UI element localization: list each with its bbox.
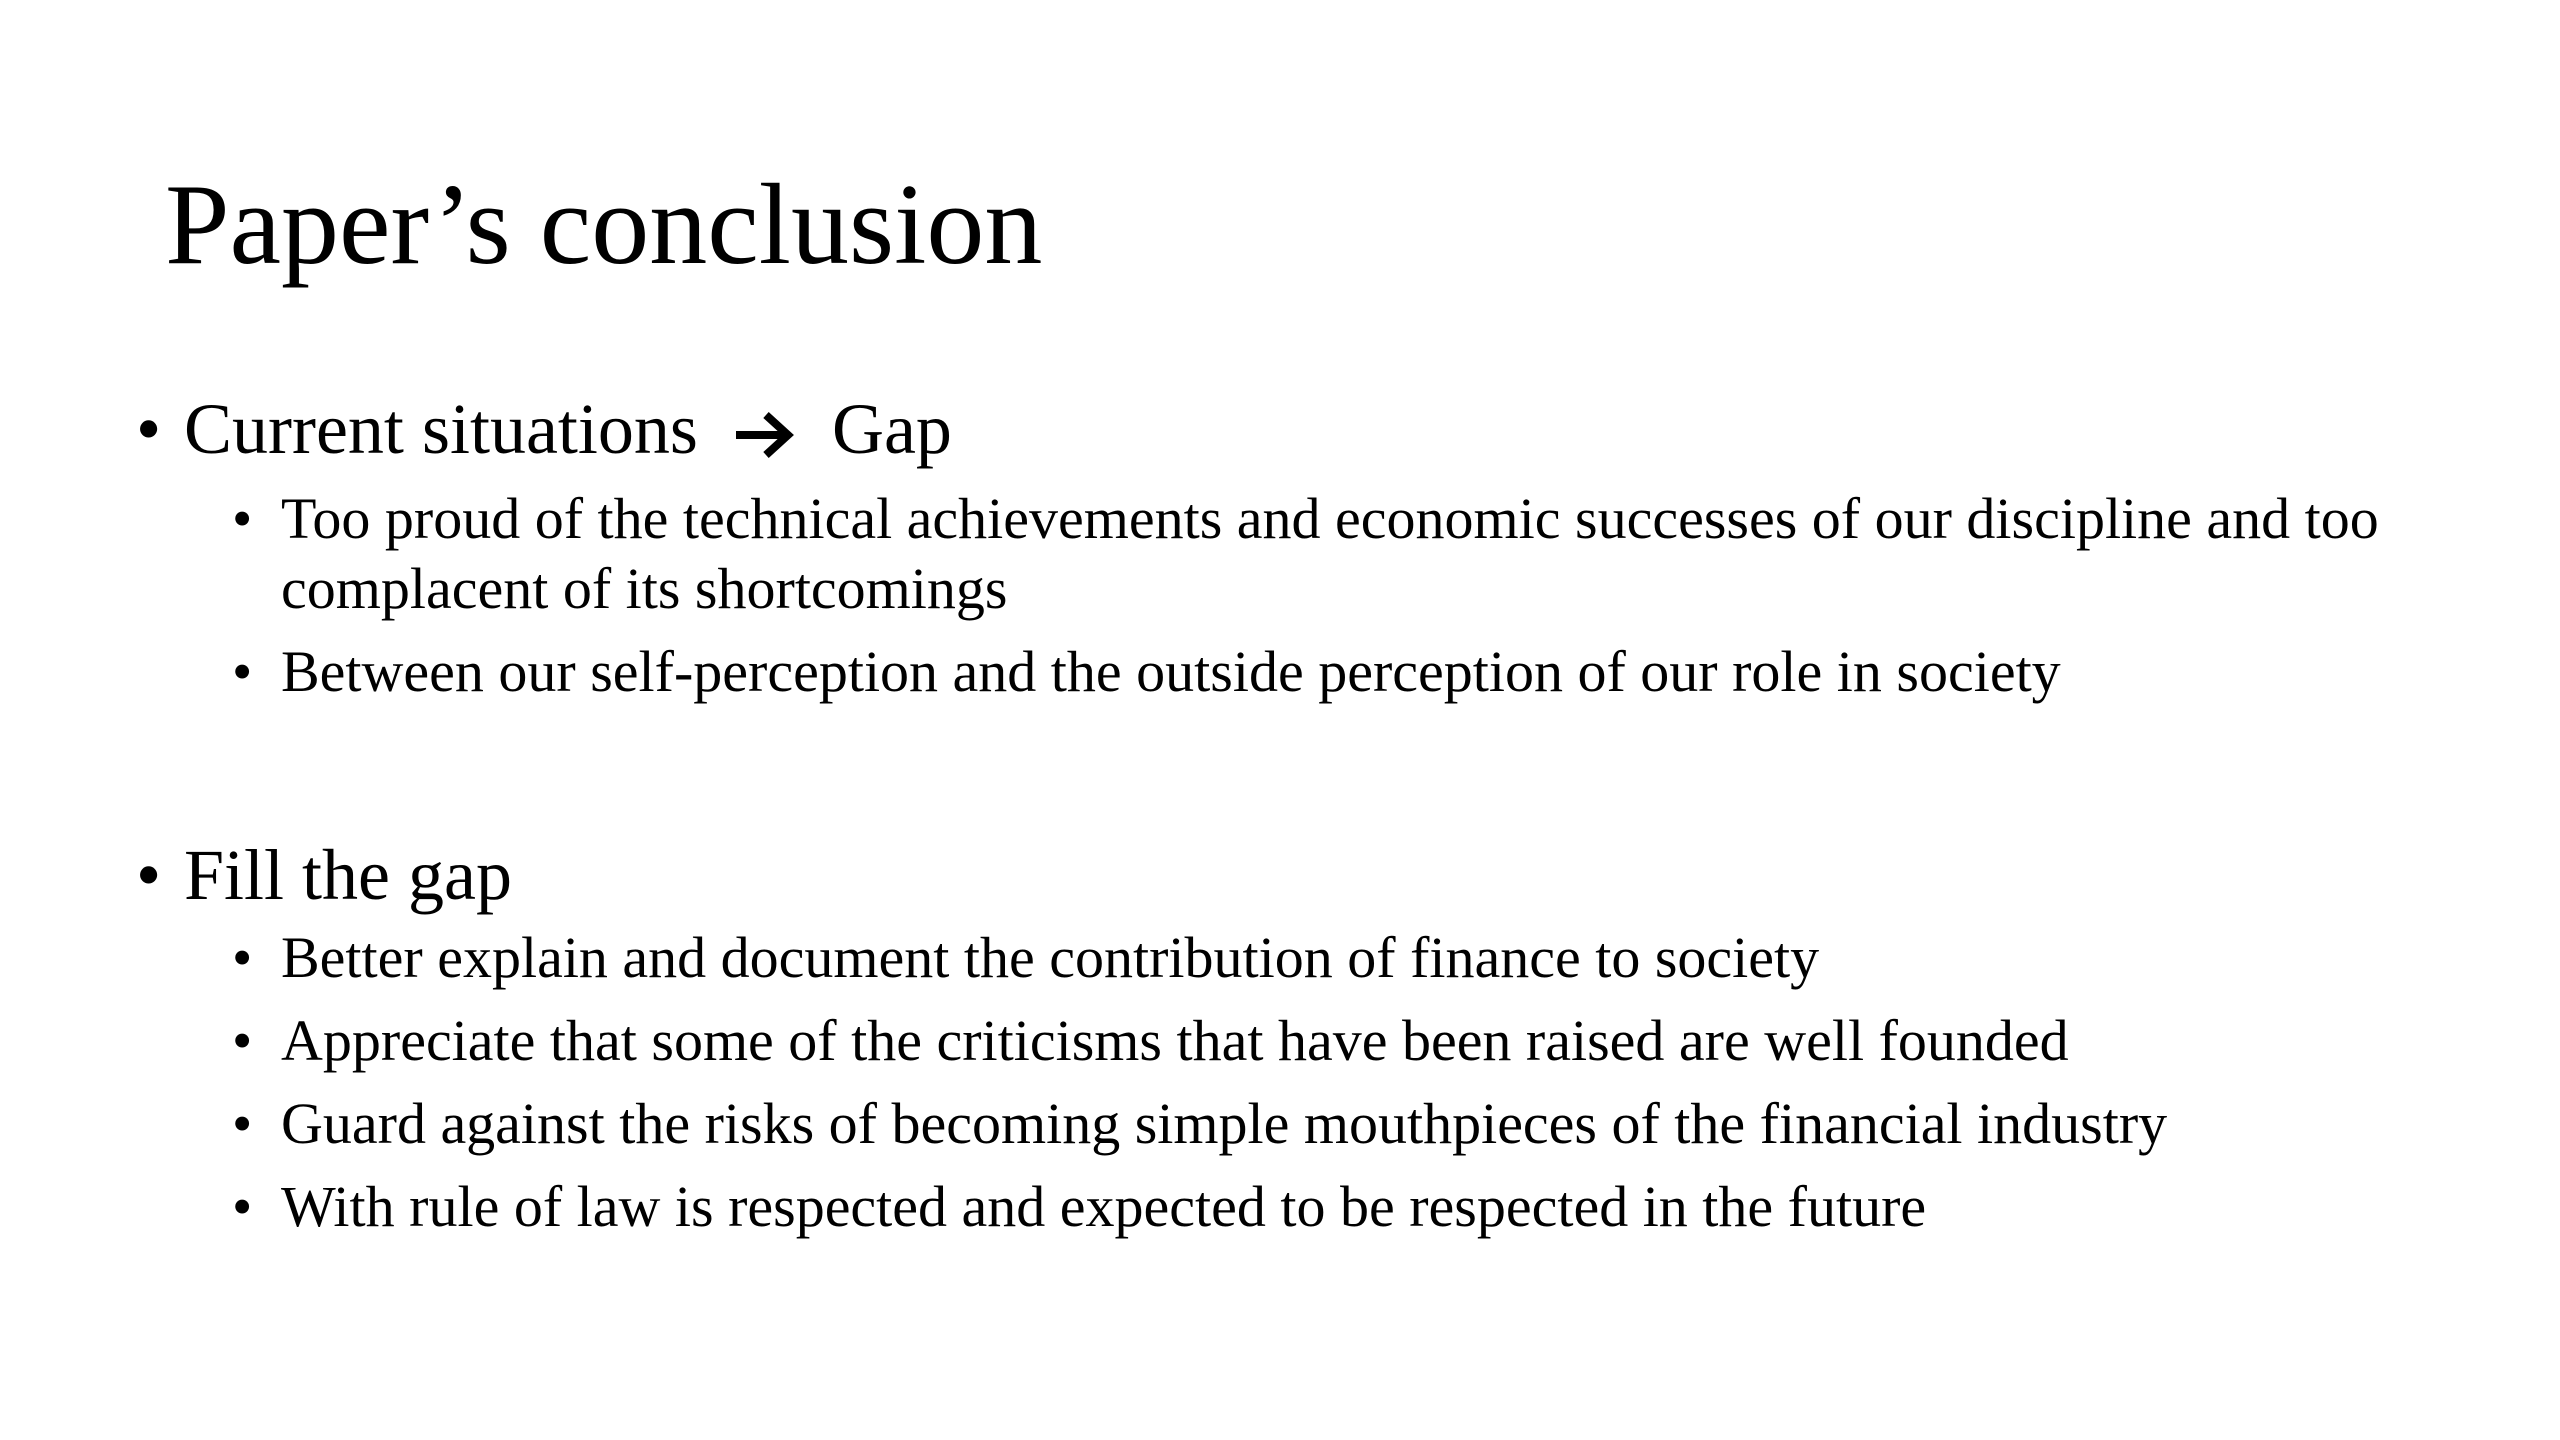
list-item-text: Appreciate that some of the criticisms that have been raised are well founded (281, 1008, 2069, 1074)
bullet-text-current-situations: Current situations (184, 389, 698, 469)
list-item-text: Too proud of the technical achievements and economic successes of our discipline and too complacent of its shortcomings (281, 486, 2379, 622)
bullet-dot: • (136, 389, 162, 469)
slide-body (136, 385, 2436, 1242)
sub-list-fill-the-gap (136, 923, 2436, 1242)
bullet-text-gap: Gap (831, 389, 952, 469)
bullet-dot: • (136, 835, 162, 916)
bullet-dot: • (232, 639, 253, 705)
bullet-dot: • (232, 1091, 253, 1157)
list-item (136, 484, 2436, 624)
list-item-text: Better explain and document the contribution of finance to society (281, 925, 1820, 991)
list-item-text: Guard against the risks of becoming simple mouthpieces of the financial industry (281, 1091, 2168, 1157)
list-item-text: With rule of law is respected and expected to be respected in the future (281, 1174, 1927, 1240)
bullet-dot: • (232, 486, 253, 552)
list-item (136, 923, 2436, 993)
bullet-fill-the-gap (136, 831, 2436, 919)
list-item (136, 1006, 2436, 1076)
list-item (136, 1172, 2436, 1242)
slide-title: Paper’s conclusion (165, 161, 1043, 289)
bullet-dot: • (232, 925, 253, 991)
bullet-dot: • (232, 1174, 253, 1240)
bullet-current-situations (136, 385, 2436, 480)
bullet-dot: • (232, 1008, 253, 1074)
list-item-text: Between our self-perception and the outside perception of our role in society (281, 639, 2061, 705)
list-item (136, 1089, 2436, 1159)
right-arrow-icon (732, 392, 798, 480)
bullet-text-fill-the-gap: Fill the gap (184, 835, 512, 916)
sub-list-current-situations (136, 484, 2436, 707)
list-item (136, 637, 2436, 707)
